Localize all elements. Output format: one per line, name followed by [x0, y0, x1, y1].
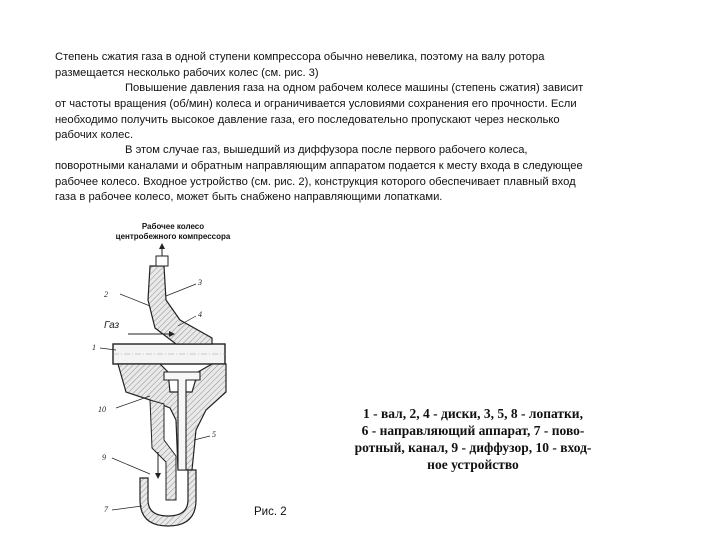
part-label-1: 1: [92, 343, 96, 352]
legend-line: ное устройство: [427, 457, 519, 472]
legend-line: 6 - направляющий аппарат, 7 - пово-: [361, 423, 585, 438]
gas-label: Газ: [104, 320, 120, 331]
text-line: поворотными каналами и обратным направляющим аппаратом подается к месту входа в следующее: [55, 159, 583, 172]
part-label-3: 3: [198, 278, 202, 287]
text-line: размещается несколько рабочих колес (см. рис. 3): [55, 66, 319, 79]
text-line: рабочее колесо. Входное устройство (см. рис. 2), конструкция которого обеспечивает плавный вход: [55, 175, 576, 188]
part-label-10: 10: [98, 405, 106, 414]
part-label-4: 4: [198, 310, 202, 319]
text-line: газа в рабочее колесо, может быть снабжено направляющими лопатками.: [55, 191, 443, 204]
text-line: рабочих колес.: [55, 129, 134, 142]
guide-channel: [150, 400, 176, 500]
figure-legend: [338, 405, 608, 473]
figure-title-line: Рабочее колесо: [141, 222, 205, 231]
cover-disk-upper: [148, 266, 212, 344]
legend-line: 1 - вал, 2, 4 - диски, 3, 5, 8 - лопатки,: [363, 406, 583, 421]
text-line: необходимо получить высокое давление газа, его последовательно пропускают через несколько: [55, 113, 560, 126]
inlet-blade: [156, 256, 168, 266]
figure-title-line: центробежного компрессора: [115, 232, 231, 241]
part-label-5: 5: [212, 430, 216, 439]
text-line: от частоты вращения (об/мин) колеса и ограничивается условиями сохранения его прочности. Если: [55, 97, 577, 110]
text-line: Степень сжатия газа в одной ступени компрессора обычно невелика, поэтому на валу ротора: [55, 51, 545, 63]
text-line: Повышение давления газа на одном рабочем колесе машины (степень сжатия) зависит: [125, 82, 584, 94]
part-label-2: 2: [104, 290, 108, 299]
part-label-7: 7: [104, 505, 108, 514]
text-line: В этом случае газ, вышедший из диффузора после первого рабочего колеса,: [125, 144, 528, 156]
part-label-9: 9: [102, 453, 106, 462]
legend-line: ротный, канал, 9 - диффузор, 10 - вход-: [354, 440, 592, 455]
figure-caption: Рис. 2: [254, 506, 287, 518]
